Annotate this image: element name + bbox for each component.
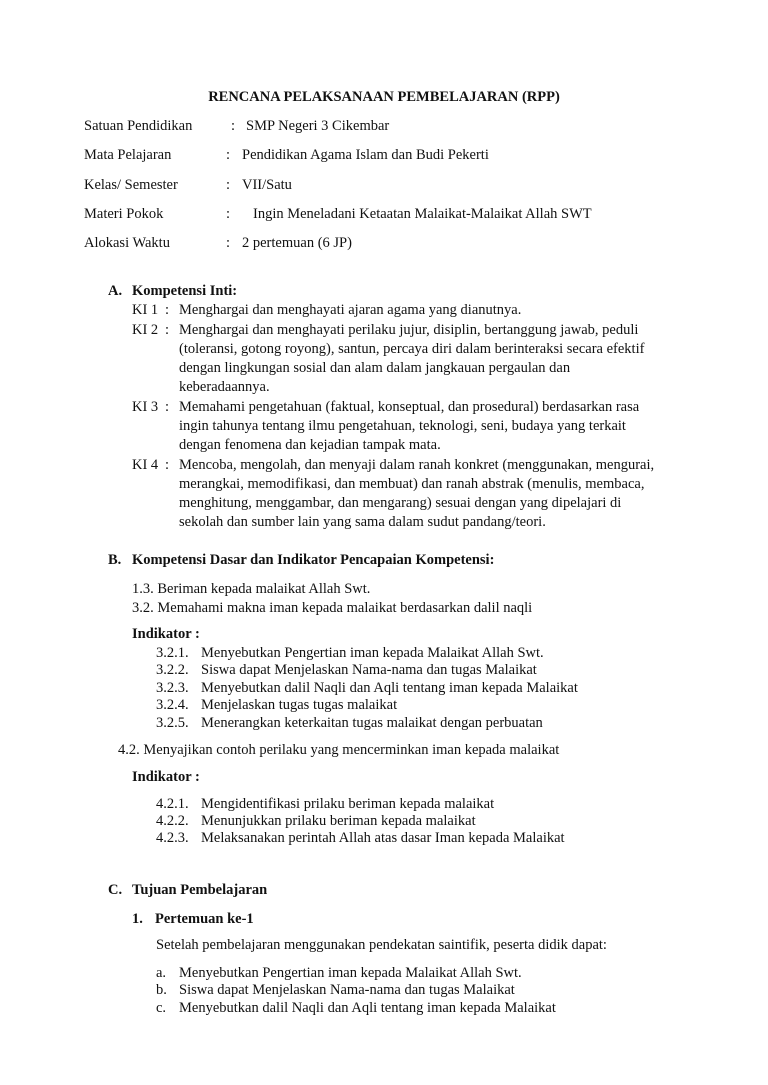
ki-label: KI 1 — [132, 302, 159, 318]
tujuan-text: Menyebutkan Pengertian iman kepada Malaikat Allah Swt. — [179, 965, 522, 981]
ki-text: menghitung, menggambar, dan mengarang) sesuai dengan yang dipelajari di — [179, 495, 622, 511]
pertemuan-number: 1. — [132, 911, 143, 927]
tujuan-text: Menyebutkan dalil Naqli dan Aqli tentang iman kepada Malaikat — [179, 1000, 556, 1016]
indikator-number: 4.2.2. — [156, 813, 189, 829]
ki-colon: : — [165, 457, 170, 473]
ki-text: dengan fenomena dan kejadian tampak mata. — [179, 437, 441, 453]
indikator-number: 3.2.3. — [156, 680, 189, 696]
section-a-title: Kompetensi Inti: — [132, 283, 238, 299]
indikator-text: Mengidentifikasi prilaku beriman kepada malaikat — [201, 796, 495, 812]
identity-colon: : — [226, 147, 231, 163]
ki-text: Mencoba, mengolah, dan menyaji dalam ranah konkret (menggunakan, mengurai, — [179, 457, 655, 473]
identity-colon: : — [226, 235, 231, 251]
identity-colon: : — [226, 206, 231, 222]
identity-value: Ingin Meneladani Ketaatan Malaikat-Malaikat Allah SWT — [253, 206, 592, 222]
ki-text: Menghargai dan menghayati ajaran agama yang dianutnya. — [179, 302, 522, 318]
section-c-letter: C. — [108, 882, 123, 898]
indikator-number: 3.2.1. — [156, 645, 189, 661]
ki-colon: : — [165, 399, 170, 415]
section-c-title: Tujuan Pembelajaran — [132, 882, 268, 898]
ki-label: KI 3 — [132, 399, 159, 415]
identity-value: 2 pertemuan (6 JP) — [242, 235, 352, 251]
identity-label: Mata Pelajaran — [84, 147, 172, 163]
ki-label: KI 4 — [132, 457, 159, 473]
ki-colon: : — [165, 322, 170, 338]
indikator-heading: Indikator : — [132, 626, 200, 642]
indikator-number: 3.2.2. — [156, 662, 189, 678]
tujuan-letter: b. — [156, 982, 167, 998]
indikator-text: Siswa dapat Menjelaskan Nama-nama dan tugas Malaikat — [201, 662, 537, 678]
indikator-number: 3.2.5. — [156, 715, 189, 731]
ki-text: keberadaannya. — [179, 379, 270, 395]
identity-colon: : — [231, 118, 236, 134]
document-title: RENCANA PELAKSANAAN PEMBELAJARAN (RPP) — [208, 89, 560, 105]
ki-text: Memahami pengetahuan (faktual, konseptual, dan prosedural) berdasarkan rasa — [179, 399, 640, 415]
indikator-text: Menerangkan keterkaitan tugas malaikat dengan perbuatan — [201, 715, 543, 731]
ki-text: merangkai, memodifikasi, dan membuat) dan ranah abstrak (menulis, membaca, — [179, 476, 645, 492]
tujuan-letter: a. — [156, 965, 167, 981]
identity-label: Materi Pokok — [84, 206, 164, 222]
indikator-text: Menunjukkan prilaku beriman kepada malaikat — [201, 813, 476, 829]
ki-text: ingin tahunya tentang ilmu pengetahuan, teknologi, seni, budaya yang terkait — [179, 418, 626, 434]
indikator-number: 4.2.1. — [156, 796, 189, 812]
kd-line: 3.2. Memahami makna iman kepada malaikat berdasarkan dalil naqli — [132, 600, 533, 616]
ki-text: (toleransi, gotong royong), santun, percaya diri dalam berinteraksi secara efektif — [179, 341, 645, 357]
section-a-letter: A. — [108, 283, 123, 299]
kd-line: 1.3. Beriman kepada malaikat Allah Swt. — [132, 581, 371, 597]
identity-value: Pendidikan Agama Islam dan Budi Pekerti — [242, 147, 489, 163]
indikator-heading: Indikator : — [132, 769, 200, 785]
pertemuan-title: Pertemuan ke-1 — [155, 911, 254, 927]
identity-label: Kelas/ Semester — [84, 177, 178, 193]
section-b-title: Kompetensi Dasar dan Indikator Pencapaian Kompetensi: — [132, 552, 495, 568]
tujuan-intro: Setelah pembelajaran menggunakan pendekatan saintifik, peserta didik dapat: — [156, 937, 607, 953]
indikator-text: Melaksanakan perintah Allah atas dasar Iman kepada Malaikat — [201, 830, 565, 846]
indikator-text: Menjelaskan tugas tugas malaikat — [201, 697, 398, 713]
indikator-number: 3.2.4. — [156, 697, 189, 713]
identity-label: Alokasi Waktu — [84, 235, 170, 251]
indikator-text: Menyebutkan Pengertian iman kepada Malaikat Allah Swt. — [201, 645, 544, 661]
ki-text: dengan lingkungan sosial dan alam dalam jangkauan pergaulan dan — [179, 360, 571, 376]
identity-value: SMP Negeri 3 Cikembar — [246, 118, 390, 134]
tujuan-text: Siswa dapat Menjelaskan Nama-nama dan tugas Malaikat — [179, 982, 515, 998]
indikator-text: Menyebutkan dalil Naqli dan Aqli tentang iman kepada Malaikat — [201, 680, 578, 696]
tujuan-letter: c. — [156, 1000, 167, 1016]
identity-label: Satuan Pendidikan — [84, 118, 193, 134]
identity-value: VII/Satu — [242, 177, 292, 193]
ki-colon: : — [165, 302, 170, 318]
identity-colon: : — [226, 177, 231, 193]
ki-label: KI 2 — [132, 322, 159, 338]
kd-line: 4.2. Menyajikan contoh perilaku yang mencerminkan iman kepada malaikat — [118, 742, 560, 758]
ki-text: Menghargai dan menghayati perilaku jujur, disiplin, bertanggung jawab, peduli — [179, 322, 639, 338]
ki-text: sekolah dan sumber lain yang sama dalam sudut pandang/teori. — [179, 514, 546, 530]
section-b-letter: B. — [108, 552, 122, 568]
indikator-number: 4.2.3. — [156, 830, 189, 846]
